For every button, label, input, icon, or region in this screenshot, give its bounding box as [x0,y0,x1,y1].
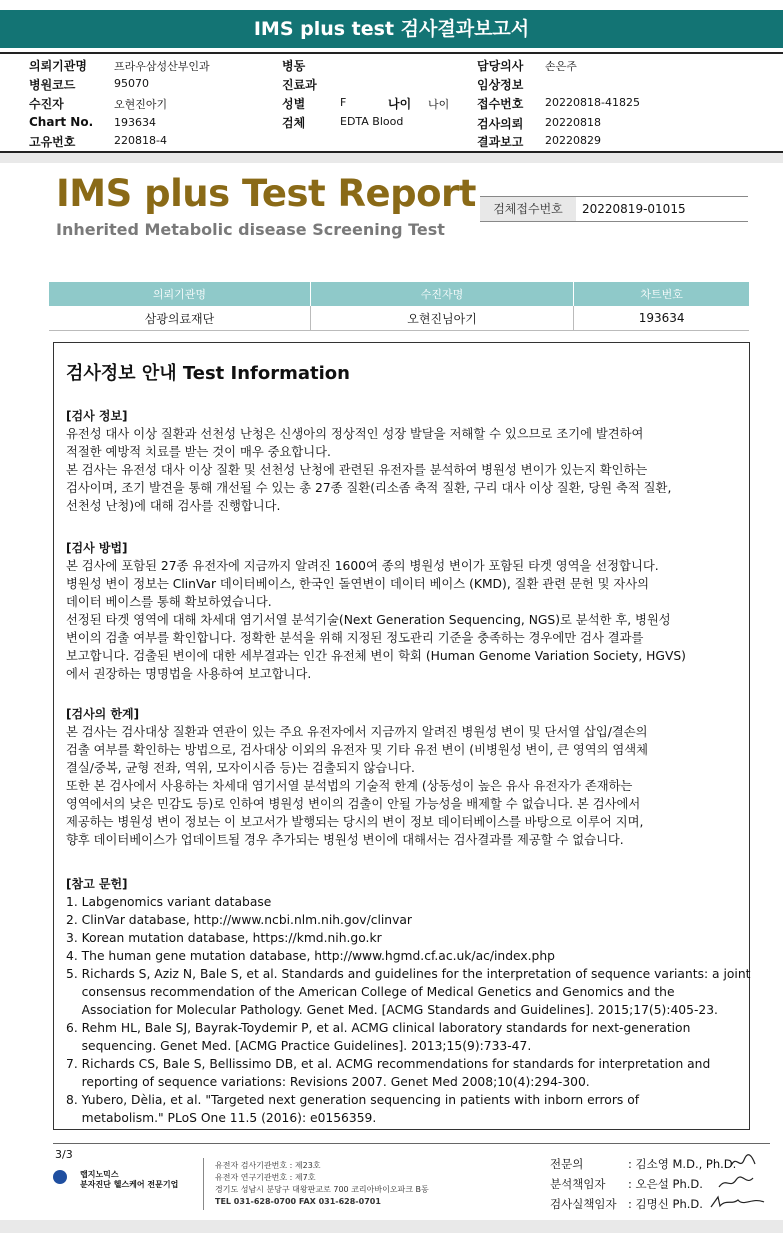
report-date-label: 결과보고 [477,135,524,149]
section-heading-references: [참고 문헌] [66,877,128,891]
institution-value: 프라우삼성산부인과 [114,60,210,73]
chart-no-value: 193634 [114,116,156,129]
text-line: 검사이며, 조기 발견을 통해 개선될 수 있는 총 27종 질환(리소좀 축적 질환, 구리 대사 이상 질환, 당원 축적 질환, [66,481,672,495]
text-line: 변이의 검출 여부를 확인합니다. 정확한 분석을 위해 지정된 정도관리 기준을 충족하는 경우에만 검사 결과를 [66,631,644,645]
reference-item: 7. Richards CS, Bale S, Bellissimo DB, et al. ACMG recommendations for standards for interpretation and [66,1057,711,1071]
section-body-test-method [66,557,736,683]
text-line: 검출 여부를 확인하는 방법으로, 검사대상 이외의 유전자 및 기타 유전 변이 (비병원성 변이, 큰 영역의 염색체 [66,743,649,757]
signer-row [550,1154,736,1174]
department-label: 진료과 [282,78,317,92]
text-line: 보고합니다. 검출된 변이에 대한 세부결과는 인간 유전체 변이 학회 (Human Genome Variation Society, HGVS) [66,649,686,663]
signature-icon [708,1191,768,1213]
text-line: 또한 본 검사에서 사용하는 차세대 염기서열 분석법의 기술적 한계 (상동성이 높은 유사 유전자가 존재하는 [66,779,633,793]
reference-item-cont: consensus recommendation of the American College of Medical Genetics and Genomics and the [66,985,675,999]
table-header-chart-no: 차트번호 [574,282,749,306]
reference-item-cont: Association for Molecular Pathology. Genet Med. [ACMG Standards and Guidelines]. 2015;17(5):405-23. [66,1003,718,1017]
report-date-value: 20220829 [545,134,601,147]
doctor-value: 손은주 [545,60,577,73]
signer-name: : 오은설 Ph.D. [628,1177,703,1191]
receipt-no-value: 20220818-41825 [545,96,640,109]
page-gap [0,153,783,163]
footer-rule [53,1143,770,1144]
logo-line-2: 분자진단 헬스케어 전문기업 [80,1180,179,1189]
info-title: 검사정보 안내 Test Information [66,363,350,384]
text-line: 선천성 난청)에 대해 검사를 진행합니다. [66,499,281,513]
signer-name: : 김소영 M.D., Ph.D. [628,1157,737,1171]
report-banner-title: IMS plus test 검사결과보고서 [0,10,783,48]
logo-line-1: 랩지노믹스 [80,1170,119,1179]
lab-info-line: 유전자 연구기관번호 : 제7호 [215,1173,316,1182]
age-label: 나이 [388,97,412,111]
page-bottom-bar [0,1220,783,1233]
report-title: IMS plus Test Report [56,172,476,215]
text-line: 본 검사에 포함된 27종 유전자에 지금까지 알려진 1600여 종의 병원성 변이가 포함된 타겟 영역을 선정합니다. [66,559,659,573]
signer-role: 검사실책임자 [550,1197,617,1211]
text-line: 선정된 타겟 영역에 대해 차세대 염기서열 분석기술(Next Generation Sequencing, NGS)로 분석한 후, 병원성 [66,613,671,627]
accession-value: 20220819-01015 [582,202,686,216]
reference-item: 8. Yubero, Dèlia, et al. "Targeted next generation sequencing in patients with inborn errors of [66,1093,640,1107]
patient-value: 오현진아기 [114,98,168,111]
reference-item: 2. ClinVar database, http://www.ncbi.nlm.nih.gov/clinvar [66,913,412,927]
reference-item: 4. The human gene mutation database, http://www.hgmd.cf.ac.uk/ac/index.php [66,949,555,963]
hospital-code-label: 병원코드 [29,78,76,92]
specimen-value: EDTA Blood [340,115,404,128]
request-date-label: 검사의뢰 [477,117,524,131]
section-body-test-info [66,425,736,515]
section-heading-test-info: [검사 정보] [66,409,128,423]
header-top-rule [0,52,783,54]
reference-item: 5. Richards S, Aziz N, Bale S, et al. Standards and guidelines for the interpretation of sequence variants: a joint [66,967,751,981]
chart-no-label: Chart No. [29,115,94,129]
table-header-patient: 수진자명 [310,282,573,306]
sex-label: 성별 [282,97,306,111]
table-header-institution: 의뢰기관명 [49,282,310,306]
lab-info-line: 유전자 검사기관번호 : 제23호 [215,1161,321,1170]
reference-item: 6. Rehm HL, Bale SJ, Bayrak-Toydemir P, et al. ACMG clinical laboratory standards for next-generation [66,1021,691,1035]
reference-item: 3. Korean mutation database, https://kmd.nih.go.kr [66,931,382,945]
reference-item: 1. Labgenomics variant database [66,895,272,909]
lab-info-line: TEL 031-628-0700 FAX 031-628-0701 [215,1197,381,1206]
sex-value: F [340,96,347,109]
patient-table [49,282,749,331]
institution-label: 의뢰기관명 [29,59,87,73]
table-cell-chart-no: 193634 [574,306,749,331]
section-heading-test-limits: [검사의 한계] [66,707,140,721]
section-heading-test-method: [검사 방법] [66,541,128,555]
footer-lab-info [215,1160,429,1208]
test-information-box [53,342,750,1130]
text-line: 데이터 베이스를 통해 확보하였습니다. [66,595,272,609]
signature-icon [716,1172,756,1192]
accession-box [480,196,748,222]
clinical-info-label: 임상정보 [477,78,524,92]
company-logo-text [80,1170,178,1190]
text-line: 유전성 대사 이상 질환과 선천성 난청은 신생아의 정상적인 성장 발달을 저해할 수 있으므로 조기에 발견하여 [66,427,644,441]
footer-divider [203,1158,204,1210]
specimen-label: 검체 [282,116,306,130]
request-date-value: 20220818 [545,116,601,129]
patient-label: 수진자 [29,97,64,111]
text-line: 제공하는 병원성 변이 정보는 이 보고서가 발행되는 당시의 변이 정보 데이터베이스를 바탕으로 이루어 지며, [66,815,644,829]
text-line: 결실/중복, 균형 전좌, 역위, 모자이시즘 등)는 검출되지 않습니다. [66,761,415,775]
text-line: 본 검사는 유전성 대사 이상 질환 및 선천성 난청에 관련된 유전자를 분석하여 병원성 변이가 있는지 확인하는 [66,463,648,477]
receipt-no-label: 접수번호 [477,97,524,111]
reference-item-cont: sequencing. Genet Med. [ACMG Practice Guidelines]. 2013;15(9):733-47. [66,1039,532,1053]
table-cell-institution: 삼광의료재단 [49,306,310,331]
reference-item-cont: metabolism." PLoS One 11.5 (2016): e0156359. [66,1111,377,1125]
company-logo-icon [53,1170,67,1184]
unique-no-label: 고유번호 [29,135,76,149]
text-line: 영역에서의 낮은 민감도 등)로 인하여 병원성 변이의 검출이 안될 가능성을 배제할 수 없습니다. 본 검사에서 [66,797,641,811]
hospital-code-value: 95070 [114,77,149,90]
signer-name: : 김명신 Ph.D. [628,1197,703,1211]
accession-label: 검체접수번호 [480,197,576,221]
page-number: 3/3 [55,1148,73,1161]
unique-no-value: 220818-4 [114,134,167,147]
report-subtitle: Inherited Metabolic disease Screening Test [56,220,445,239]
text-line: 에서 권장하는 명명법을 사용하여 보고합니다. [66,667,312,681]
section-body-test-limits [66,723,736,849]
reference-item-cont: reporting of sequence variations: Revisions 2007. Genet Med 2008;10(4):294-300. [66,1075,590,1089]
signer-role: 전문의 [550,1157,584,1171]
signer-role: 분석책임자 [550,1177,606,1191]
age-value: 나이 [428,98,450,111]
references-list [66,893,751,1127]
lab-info-line: 경기도 성남시 분당구 대왕판교로 700 코리아바이오파크 B동 [215,1185,429,1194]
table-cell-patient: 오현진님아기 [310,306,573,331]
text-line: 적절한 예방적 치료를 받는 것이 매우 중요합니다. [66,445,331,459]
text-line: 향후 데이터베이스가 업데이트될 경우 추가되는 병원성 변이에 대해서는 검사결과를 제공할 수 없습니다. [66,833,624,847]
signature-icon [728,1152,758,1172]
doctor-label: 담당의사 [477,59,524,73]
ward-label: 병동 [282,59,306,73]
text-line: 병원성 변이 정보는 ClinVar 데이터베이스, 한국인 돌연변이 데이터 베이스 (KMD), 질환 관련 문헌 및 자사의 [66,577,650,591]
text-line: 본 검사는 검사대상 질환과 연관이 있는 주요 유전자에서 지금까지 알려진 병원성 변이 및 단서열 삽입/결손의 [66,725,648,739]
